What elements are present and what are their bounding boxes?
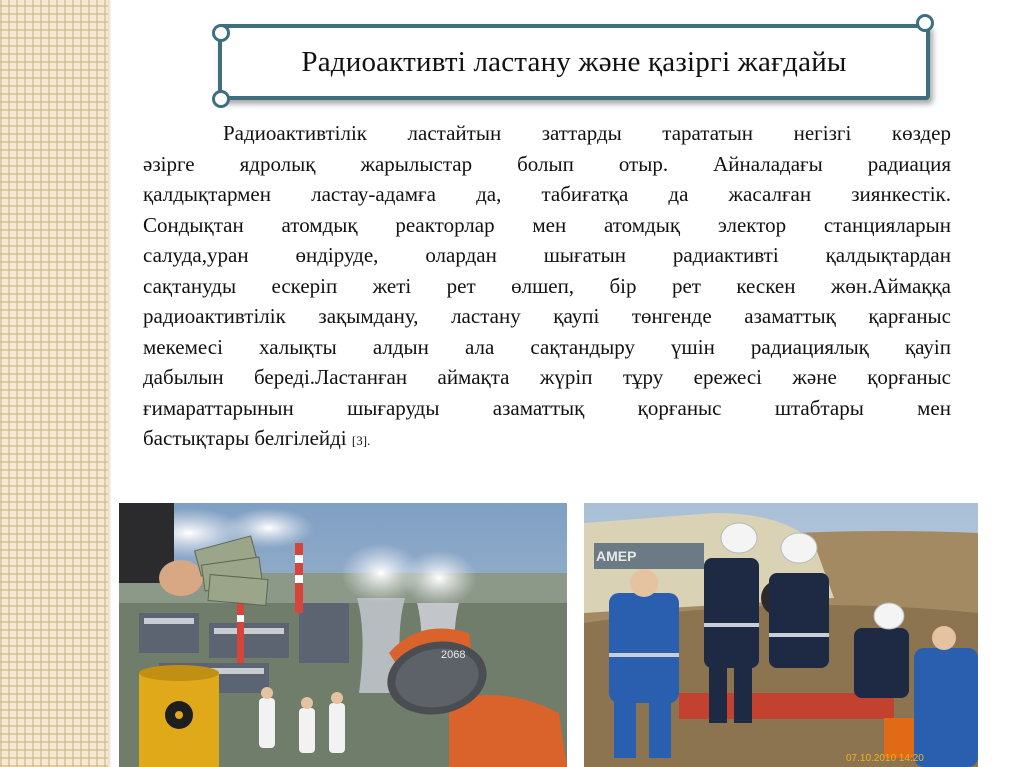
paragraph-line: қалдықтармен ластау-адамға да, табиғатқа да жасалған зиянкестік. (143, 182, 951, 206)
slide-title: Радиоактивті ластану және қазіргі жағдайы (301, 45, 847, 78)
rescue-workers-image (584, 503, 978, 767)
decorative-side-band (0, 0, 108, 767)
vehicle-label: АМЕР (596, 548, 637, 564)
paragraph-line: әзірге ядролық жарылыстар болып отыр. Айналадағы радиация (143, 151, 951, 176)
scroll-curl-top-left (212, 24, 230, 42)
paragraph-line: Радиоактивтілік ластайтын заттарды тарататын негізгі көздер (223, 121, 951, 145)
paragraph-line-text: бастықтары белгілейді (143, 426, 347, 450)
paragraph-line: ғимараттарынын шығаруды азаматтық қорғаныс штабтары мен (143, 395, 951, 420)
slide-body-paragraph (143, 118, 951, 457)
photo-timestamp: 07.10.2010 14:20 (846, 753, 924, 764)
paragraph-line: салуда,уран өндіруде, олардан шығатын радиактивті қалдықтардан (143, 243, 951, 267)
paragraph-line: сақтануды ескеріп жеті рет өлшеп, бір рет кескен жөн.Аймаққа (143, 273, 951, 298)
paragraph-line: дабылын береді.Ластанған аймақта жүріп тұру ережесі және қорғаныс (143, 365, 951, 389)
paragraph-line: радиоактивтілік зақымдану, ластану қаупі төнгенде азаматтық қарғаныс (143, 304, 951, 328)
paragraph-line: Сондықтан атомдық реакторлар мен атомдық электор станцияларын (143, 212, 951, 237)
rescue-illustration (584, 503, 978, 767)
title-banner (218, 24, 930, 100)
scroll-curl-top-right (916, 14, 934, 32)
paragraph-line-last (143, 423, 951, 457)
side-band-edge (108, 0, 112, 767)
disc-label: 2068 (441, 649, 466, 661)
collage-illustration (119, 503, 567, 767)
nuclear-plant-collage-image (119, 503, 567, 767)
reference-citation: [3]. (351, 433, 371, 448)
paragraph-line: мекемесі халықты алдын ала сақтандыру үшін радиациялық қауіп (143, 334, 951, 359)
scroll-curl-bottom-left (212, 90, 230, 108)
